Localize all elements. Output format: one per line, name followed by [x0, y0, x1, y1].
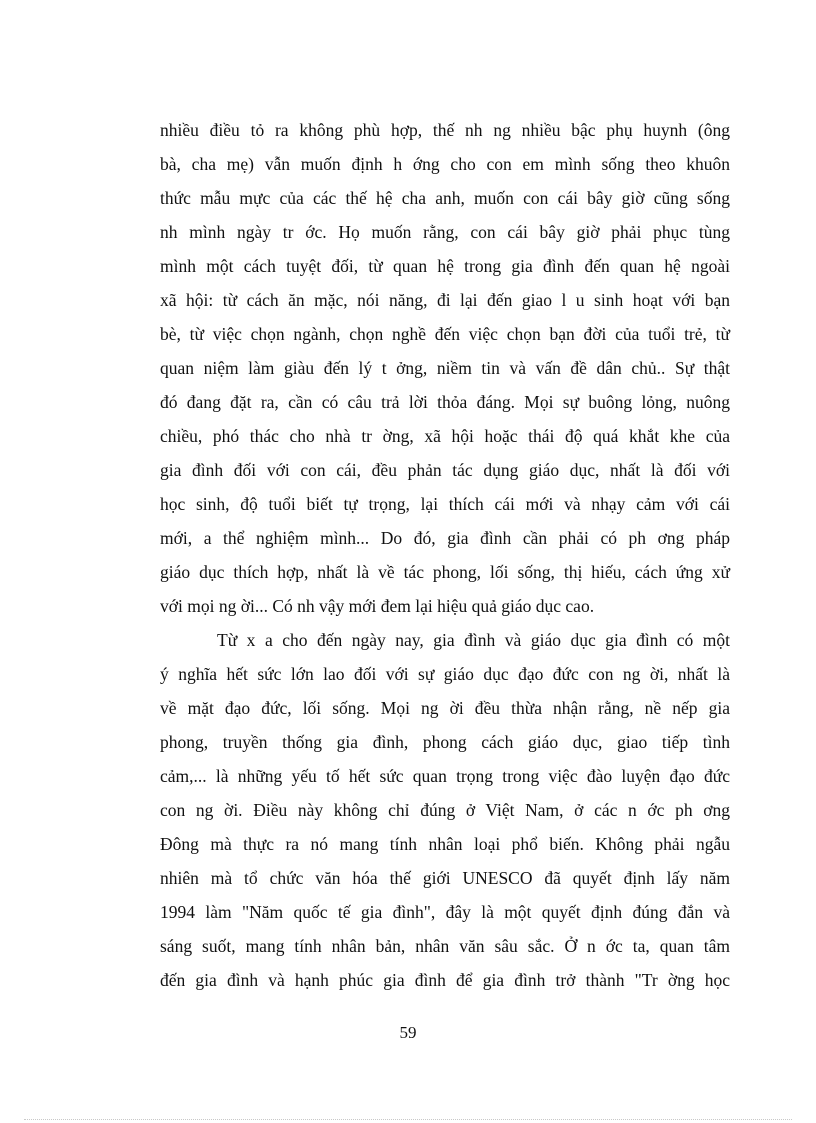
text-line: quan niệm làm giàu đến lý t ởng, niềm tin và vấn đề dân chủ.. Sự thật — [160, 358, 730, 378]
text-line: học sinh, độ tuổi biết tự trọng, lại thích cái mới và nhạy cảm với cái — [160, 494, 730, 514]
page-number: 59 — [399, 1023, 417, 1042]
text-line: cảm,... là những yếu tố hết sức quan trọng trong việc đào luyện đạo đức — [160, 766, 730, 786]
text-line: xã hội: từ cách ăn mặc, nói năng, đi lại đến giao l u sinh hoạt với bạn — [160, 290, 730, 310]
text-line: nhiên mà tổ chức văn hóa thế giới UNESCO đã quyết định lấy năm — [160, 868, 730, 888]
text-line: thức mẫu mực của các thế hệ cha anh, muốn con cái bây giờ cũng sống — [160, 188, 730, 208]
text-line: về mặt đạo đức, lối sống. Mọi ng ời đều thừa nhận rằng, nề nếp gia — [160, 698, 730, 718]
text-line: bà, cha mẹ) vẫn muốn định h ớng cho con em mình sống theo khuôn — [160, 154, 730, 174]
text-line: con ng ời. Điều này không chỉ đúng ở Việt Nam, ở các n ớc ph ơng — [160, 800, 730, 820]
text-line: ý nghĩa hết sức lớn lao đối với sự giáo dục đạo đức con ng ời, nhất là — [160, 664, 730, 684]
text-line: mới, a thể nghiệm mình... Do đó, gia đình cần phải có ph ơng pháp — [160, 528, 730, 548]
paragraph-2 — [160, 623, 730, 997]
text-line: gia đình đối với con cái, đều phản tác dụng giáo dục, nhất là đối với — [160, 460, 730, 480]
text-line: đó đang đặt ra, cần có câu trả lời thỏa đáng. Mọi sự buông lỏng, nuông — [160, 392, 730, 412]
text-line: mình một cách tuyệt đối, từ quan hệ trong gia đình đến quan hệ ngoài — [160, 256, 730, 276]
paragraph-1 — [160, 113, 730, 623]
text-line: nhiều điều tỏ ra không phù hợp, thế nh ng nhiều bậc phụ huynh (ông — [160, 120, 730, 140]
text-line: Đông mà thực ra nó mang tính nhân loại phổ biến. Không phải ngẫu — [160, 834, 730, 854]
text-line: nh mình ngày tr ớc. Họ muốn rằng, con cái bây giờ phải phục tùng — [160, 222, 730, 242]
text-line: bè, từ việc chọn ngành, chọn nghề đến việc chọn bạn đời của tuổi trẻ, từ — [160, 324, 730, 344]
footer-divider — [24, 1119, 792, 1120]
text-line: 1994 làm "Năm quốc tế gia đình", đây là một quyết định đúng đắn và — [160, 902, 730, 922]
text-line: đến gia đình và hạnh phúc gia đình để gia đình trở thành "Tr ờng học — [160, 970, 730, 990]
text-line: giáo dục thích hợp, nhất là về tác phong, lối sống, thị hiếu, cách ứng xử — [160, 562, 730, 582]
text-line: sáng suốt, mang tính nhân bản, nhân văn sâu sắc. Ở n ớc ta, quan tâm — [160, 936, 730, 956]
text-line: chiều, phó thác cho nhà tr ờng, xã hội hoặc thái độ quá khắt khe của — [160, 426, 730, 446]
text-line: phong, truyền thống gia đình, phong cách giáo dục, giao tiếp tình — [160, 732, 730, 752]
text-line: với mọi ng ời... Có nh vậy mới đem lại hiệu quả giáo dục cao. — [160, 596, 595, 616]
text-line: Từ x a cho đến ngày nay, gia đình và giáo dục gia đình có một — [217, 630, 730, 650]
